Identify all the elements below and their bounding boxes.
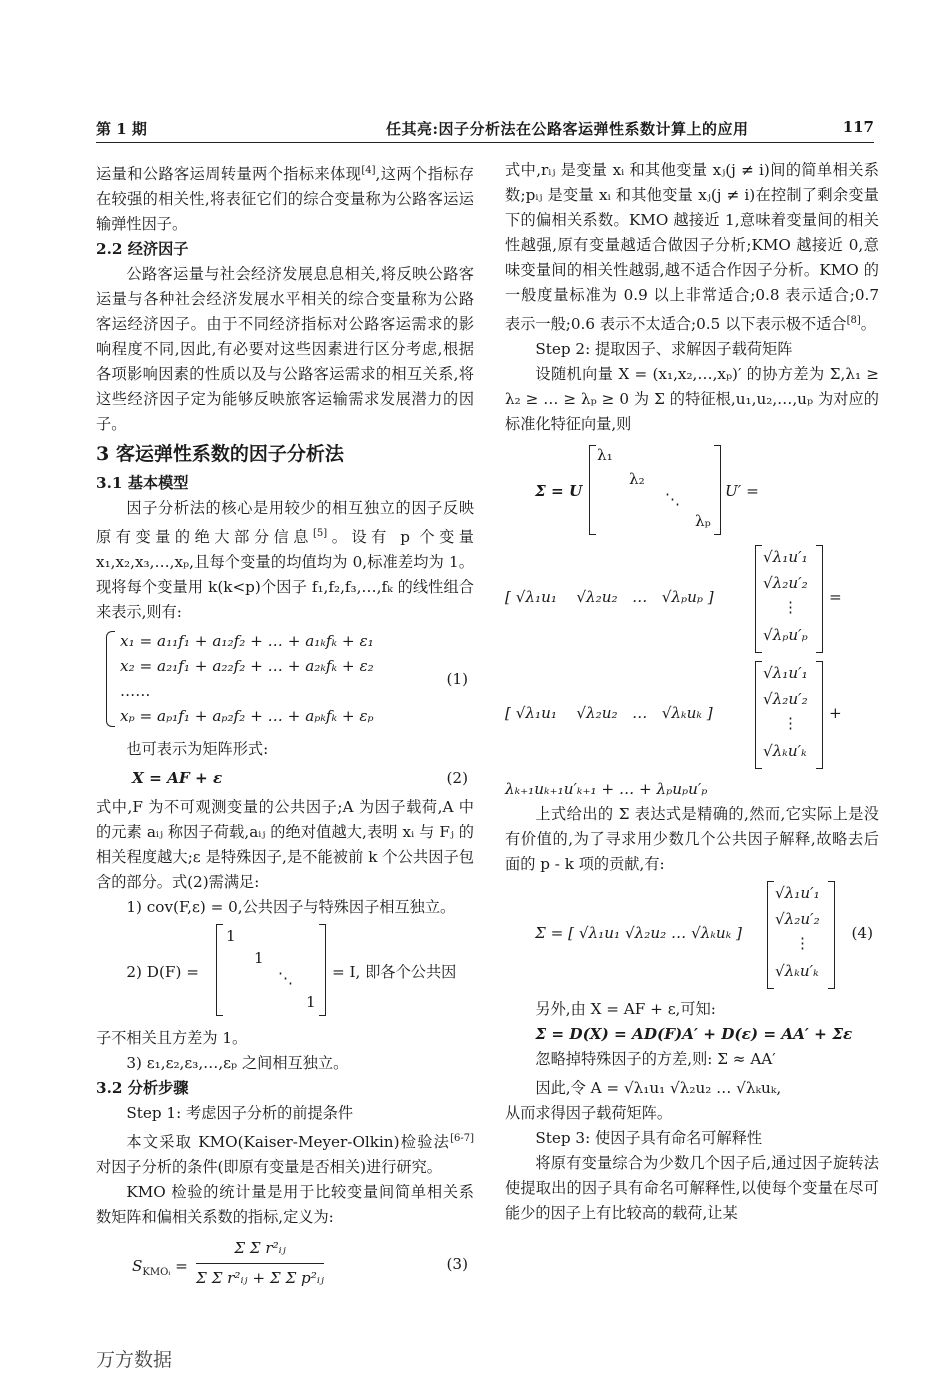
- paragraph: 因此,令 A = √λ₁u₁ √λ₂u₂ … √λₖuₖ,: [535, 1079, 782, 1098]
- left-brace: [106, 631, 115, 727]
- equation-5: Σ = D(X) = AD(F)A′ + D(ε) = AA′ + Σε: [535, 1025, 853, 1044]
- step-1-heading: Step 1: 考虑因子分析的前提条件: [126, 1104, 354, 1123]
- condition-2: 2) D(F) = 1 1 ⋱ 1 = I, 即各个公共因: [96, 924, 474, 1022]
- section-heading-2-2: 2.2 经济因子: [96, 240, 189, 259]
- section-heading-3: 3 客运弹性系数的因子分析法: [96, 443, 344, 466]
- paragraph: 式中,rᵢⱼ 是变量 xᵢ 和其他变量 xⱼ(j ≠ i)间的简单相关系数;pᵢⱼ 是变量 xᵢ 和其他变量 xⱼ(j ≠ i)在控制了剩余变量下的偏相关系数。KMO 越接近 1,意味着变量间的相关性越强,原有变量越适合做因子分析;KMO 越接近 0,意味变量间的相关性越弱,越不适合作因子分析。KMO 的一般度量标准为 0.9 以上非常适合;0.8 表示适合;0.7 表示一般;0.6 表示不太适合;0.5 以下表示极不适合[8]。: [505, 161, 879, 334]
- issue-label: 第 1 期: [96, 120, 147, 138]
- full-expansion: [ √λ₁u₁ √λ₂u₂ … √λₚuₚ ] √λ₁u′₁ √λ₂u′₂ ⋮ √λₚu′ₚ =: [505, 545, 879, 657]
- running-header: [96, 116, 874, 143]
- condition-3: 3) ε₁,ε₂,ε₃,…,εₚ 之间相互独立。: [126, 1054, 349, 1073]
- equation-1: [96, 629, 474, 733]
- paragraph: 本文采取 KMO(Kaiser-Meyer-Olkin)检验法[6-7]对因子分析的条件(即原有变量是否相关)进行研究。: [96, 1133, 474, 1177]
- column-vector: √λ₁u′₁ √λ₂u′₂ ⋮ √λₖu′ₖ: [755, 661, 823, 769]
- eigenvalue-matrix: λ₁ λ₂ ⋱ λₚ: [589, 445, 721, 535]
- sigma-decomposition: Σ = U λ₁ λ₂ ⋱ λₚ U′ =: [505, 441, 879, 541]
- equation-system: x₁ = a₁₁f₁ + a₁₂f₂ + … + a₁ₖfₖ + ε₁ x₂ = a₂₁f₁ + a₂₂f₂ + … + a₂ₖfₖ + ε₂ …… xₚ = aₚ₁f₁ + aₚ₂f₂ + … + aₚₖfₖ + εₚ: [106, 629, 420, 729]
- step-3-heading: Step 3: 使因子具有命名可解释性: [535, 1129, 763, 1148]
- paragraph: 也可表示为矩阵形式:: [126, 740, 269, 759]
- column-vector: √λ₁u′₁ √λ₂u′₂ ⋮ √λₚu′ₚ: [755, 545, 823, 653]
- paragraph: 运量和公路客运周转量两个指标来体现[4],这两个指标存在较强的相关性,将表征它们的综合变量称为公路客运运输弹性因子。: [96, 165, 475, 234]
- right-column: [505, 158, 879, 1226]
- paragraph: 将原有变量综合为少数几个因子后,通过因子旋转法使提取出的因子具有命名可解释性,以使每个变量在尽可能少的因子上有比较高的载荷,让某: [505, 1154, 879, 1223]
- citation: [4]: [361, 165, 376, 176]
- section-heading-3-2: 3.2 分析步骤: [96, 1079, 189, 1098]
- column-vector: √λ₁u′₁ √λ₂u′₂ ⋮ √λₖu′ₖ: [767, 881, 835, 989]
- running-title: 任其亮:因子分析法在公路客运弹性系数计算上的应用: [386, 120, 749, 138]
- paragraph: 另外,由 X = AF + ε,可知:: [535, 1000, 716, 1019]
- paragraph: 忽略掉特殊因子的方差,则: Σ ≈ AA′: [535, 1050, 776, 1069]
- citation: [5]: [313, 528, 328, 540]
- paragraph: 从而求得因子载荷矩阵。: [505, 1104, 673, 1123]
- equation-2: X = AF + ε (2): [96, 766, 474, 791]
- page-number: 117: [842, 118, 874, 136]
- identity-matrix: 1 1 ⋱ 1: [216, 924, 326, 1016]
- expansion-tail: λₖ₊₁uₖ₊₁u′ₖ₊₁ + … + λₚuₚu′ₚ: [505, 780, 708, 799]
- section-heading-3-1: 3.1 基本模型: [96, 474, 189, 493]
- paragraph: 设随机向量 X = (x₁,x₂,…,xₚ)′ 的协方差为 Σ,λ₁ ≥ λ₂ ≥ … ≥ λₚ ≥ 0 为 Σ 的特征根,u₁,u₂,…,uₚ 为对应的标准化特征向量,则: [505, 365, 879, 434]
- paragraph: KMO 检验的统计量是用于比较变量间简单相关系数矩阵和偏相关系数的指标,定义为:: [96, 1183, 474, 1227]
- citation: [6-7]: [450, 1133, 474, 1145]
- paragraph: 式中,F 为不可观测变量的公共因子;A 为因子载荷,A 中的元素 aᵢⱼ 称因子荷载,aᵢⱼ 的绝对值越大,表明 xᵢ 与 Fⱼ 的相关程度越大;ε 是特殊因子,是不能被前 k 个公共因子包含的部分。式(2)需满足:: [96, 798, 474, 892]
- equation-number: (4): [851, 924, 873, 943]
- citation: [8]: [846, 315, 861, 326]
- paragraph: 子不相关且方差为 1。: [96, 1029, 248, 1048]
- watermark: 万方数据: [96, 1349, 173, 1371]
- equation-number: (3): [446, 1255, 468, 1274]
- equation-4: Σ = [ √λ₁u₁ √λ₂u₂ … √λₖuₖ ] √λ₁u′₁ √λ₂u′₂ ⋮ √λₖu′ₖ (4): [505, 881, 879, 993]
- truncated-expansion: [ √λ₁u₁ √λ₂u₂ … √λₖuₖ ] √λ₁u′₁ √λ₂u′₂ ⋮ √λₖu′ₖ +: [505, 661, 879, 773]
- kmo-fraction: $\frac{\text{Σ Σ r²ᵢⱼ}}{\text{Σ Σ r²ᵢⱼ + Σ Σ p²ᵢⱼ}}$: [196, 1236, 324, 1291]
- left-column: [96, 158, 474, 1302]
- step-2-heading: Step 2: 提取因子、求解因子载荷矩阵: [535, 340, 793, 359]
- equation-number: (1): [446, 670, 468, 689]
- condition-1: 1) cov(F,ε) = 0,公共因子与特殊因子相互独立。: [126, 898, 456, 917]
- equation-number: (2): [446, 769, 468, 788]
- paragraph: 上式给出的 Σ 表达式是精确的,然而,它实际上是没有价值的,为了寻求用少数几个公共因子解释,故略去后面的 p - k 项的贡献,有:: [505, 805, 879, 874]
- equation-3: $S_{KMOᵢ}$ = $\frac{\text{Σ Σ r²ᵢⱼ}}{\text{Σ Σ r²ᵢⱼ + Σ Σ p²ᵢⱼ}}$ (3): [96, 1234, 474, 1298]
- paragraph: 因子分析法的核心是用较少的相互独立的因子反映原有变量的绝大部分信息[5]。设有 p 个变量 x₁,x₂,x₃,…,xₚ,且每个变量的均值均为 0,标准差均为 1。现将每个变量用 k(k<p)个因子 f₁,f₂,f₃,…,fₖ 的线性组合来表示,则有:: [96, 499, 474, 622]
- paragraph: 公路客运量与社会经济发展息息相关,将反映公路客运量与各种社会经济发展水平相关的综合变量称为公路客运经济因子。由于不同经济指标对公路客运需求的影响程度不同,因此,有必要对这些因素进行区分考虑,根据各项影响因素的性质以及与公路客运需求的相互关系,将这些经济因子定为能够反映旅客运输需求发展潜力的因子。: [96, 265, 474, 434]
